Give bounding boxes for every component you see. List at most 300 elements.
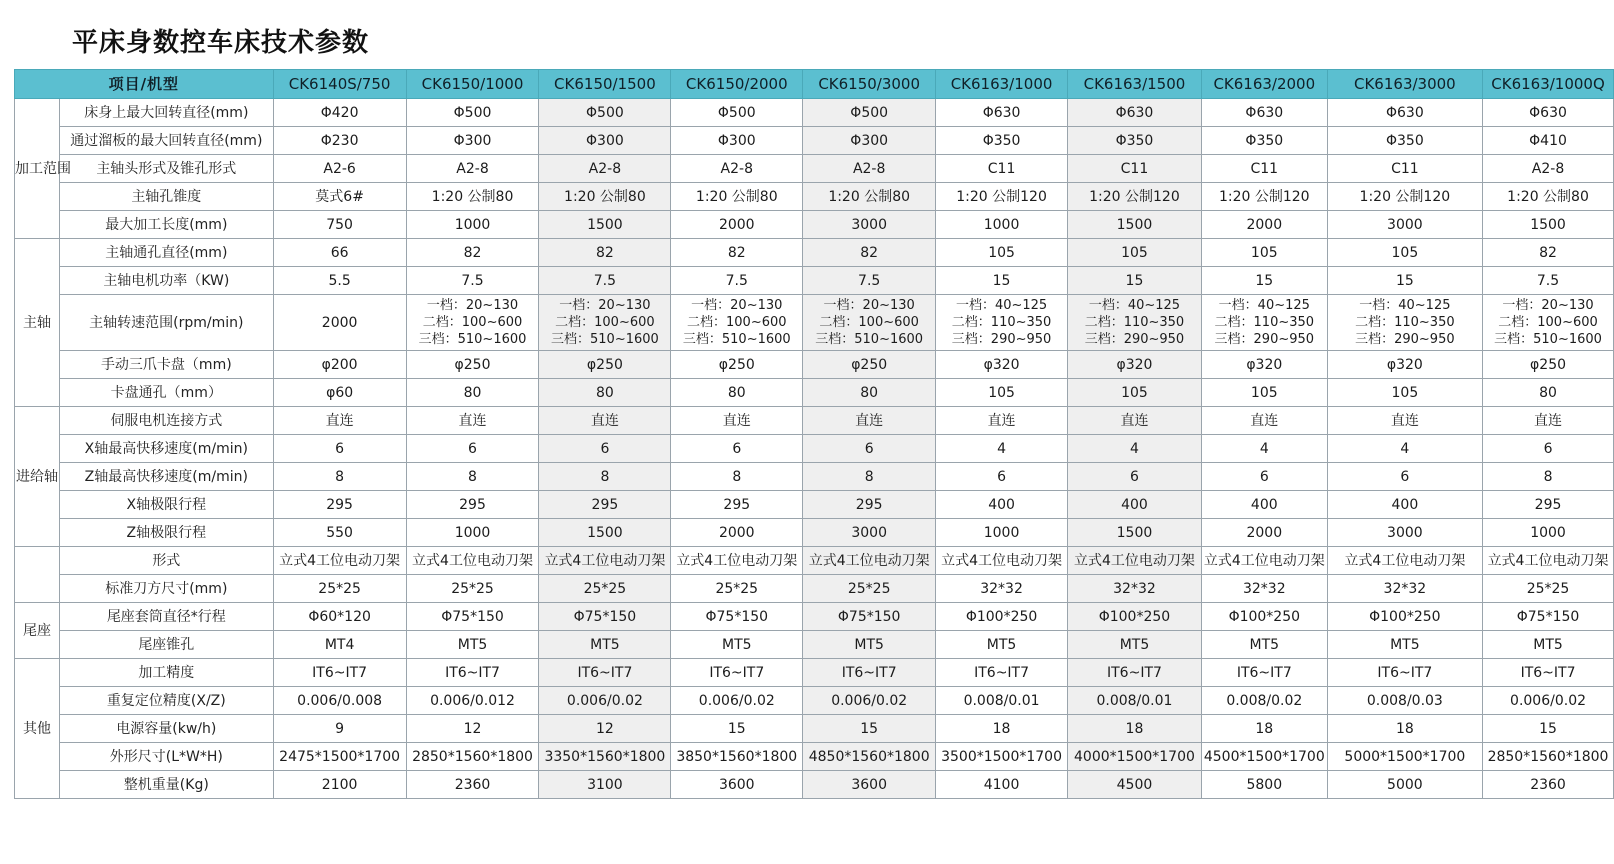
spec-value: Φ420 bbox=[273, 99, 406, 127]
spec-value: 1500 bbox=[539, 211, 671, 239]
spec-value: 8 bbox=[1483, 463, 1614, 491]
spec-value: 3600 bbox=[671, 771, 803, 799]
spec-value: Φ300 bbox=[406, 127, 539, 155]
spec-row bbox=[15, 155, 1614, 183]
spec-value: Φ75*150 bbox=[1483, 603, 1614, 631]
spec-value: Φ630 bbox=[1327, 99, 1482, 127]
spec-value: 一档：40~125 二档：110~350 三档：290~950 bbox=[1068, 295, 1202, 351]
spec-value: MT5 bbox=[1327, 631, 1482, 659]
spec-value: 6 bbox=[1327, 463, 1482, 491]
spec-value: 105 bbox=[1068, 239, 1202, 267]
spec-value: IT6~IT7 bbox=[671, 659, 803, 687]
spec-value: 82 bbox=[803, 239, 936, 267]
spec-value: Φ500 bbox=[671, 99, 803, 127]
param-label: 电源容量(kw/h) bbox=[59, 715, 273, 743]
spec-value: 80 bbox=[803, 379, 936, 407]
spec-value: 7.5 bbox=[671, 267, 803, 295]
spec-value: 0.008/0.02 bbox=[1201, 687, 1327, 715]
spec-value: MT5 bbox=[1068, 631, 1202, 659]
spec-value: 80 bbox=[1483, 379, 1614, 407]
spec-value: 5800 bbox=[1201, 771, 1327, 799]
spec-value: Φ350 bbox=[1327, 127, 1482, 155]
spec-value: 1000 bbox=[406, 519, 539, 547]
spec-value: 8 bbox=[406, 463, 539, 491]
spec-value: Φ410 bbox=[1483, 127, 1614, 155]
spec-row bbox=[15, 99, 1614, 127]
spec-value: 6 bbox=[273, 435, 406, 463]
spec-value: 立式4工位电动刀架 bbox=[273, 547, 406, 575]
spec-row bbox=[15, 407, 1614, 435]
spec-value: 1000 bbox=[936, 519, 1068, 547]
spec-value: 105 bbox=[1327, 239, 1482, 267]
param-label: 通过溜板的最大回转直径(mm) bbox=[59, 127, 273, 155]
spec-value: 立式4工位电动刀架 bbox=[406, 547, 539, 575]
spec-value: 295 bbox=[539, 491, 671, 519]
spec-value: 32*32 bbox=[1201, 575, 1327, 603]
spec-value: 1:20 公制80 bbox=[539, 183, 671, 211]
spec-value: 1500 bbox=[1068, 519, 1202, 547]
model-header: CK6163/1000 bbox=[936, 70, 1068, 99]
spec-value: 3000 bbox=[803, 211, 936, 239]
spec-value: 1:20 公制80 bbox=[671, 183, 803, 211]
spec-value: Φ350 bbox=[1068, 127, 1202, 155]
param-label: X轴最高快移速度(m/min) bbox=[59, 435, 273, 463]
spec-value: 1:20 公制120 bbox=[1201, 183, 1327, 211]
param-label: 主轴头形式及锥孔形式 bbox=[59, 155, 273, 183]
spec-value: IT6~IT7 bbox=[1327, 659, 1482, 687]
spec-value: 105 bbox=[1327, 379, 1482, 407]
spec-value: 1:20 公制120 bbox=[1327, 183, 1482, 211]
spec-value: 400 bbox=[1068, 491, 1202, 519]
spec-value: 25*25 bbox=[273, 575, 406, 603]
spec-value: 105 bbox=[1201, 379, 1327, 407]
spec-value: 15 bbox=[1201, 267, 1327, 295]
spec-value: 立式4工位电动刀架 bbox=[671, 547, 803, 575]
spec-value: 立式4工位电动刀架 bbox=[1327, 547, 1482, 575]
spec-value: 82 bbox=[539, 239, 671, 267]
spec-value: 0.008/0.03 bbox=[1327, 687, 1482, 715]
spec-row bbox=[15, 295, 1614, 351]
spec-row bbox=[15, 771, 1614, 799]
spec-value: 立式4工位电动刀架 bbox=[1068, 547, 1202, 575]
spec-value: 0.006/0.02 bbox=[671, 687, 803, 715]
spec-value: 一档：20~130 二档：100~600 三档：510~1600 bbox=[1483, 295, 1614, 351]
spec-value: 立式4工位电动刀架 bbox=[539, 547, 671, 575]
spec-value: 立式4工位电动刀架 bbox=[1483, 547, 1614, 575]
spec-row bbox=[15, 715, 1614, 743]
header-label: 项目/机型 bbox=[15, 70, 274, 99]
spec-value: 立式4工位电动刀架 bbox=[803, 547, 936, 575]
spec-value: 25*25 bbox=[406, 575, 539, 603]
spec-value: 15 bbox=[671, 715, 803, 743]
spec-value: 8 bbox=[803, 463, 936, 491]
spec-value: φ60 bbox=[273, 379, 406, 407]
spec-value: 18 bbox=[1201, 715, 1327, 743]
spec-value: 105 bbox=[936, 379, 1068, 407]
spec-value: MT5 bbox=[671, 631, 803, 659]
param-label: 标准刀方尺寸(mm) bbox=[59, 575, 273, 603]
group-label: 加工范围 bbox=[15, 99, 60, 239]
model-header: CK6163/3000 bbox=[1327, 70, 1482, 99]
spec-value: Φ500 bbox=[803, 99, 936, 127]
spec-value: 3850*1560*1800 bbox=[671, 743, 803, 771]
spec-value: Φ75*150 bbox=[539, 603, 671, 631]
spec-value: 直连 bbox=[539, 407, 671, 435]
param-label: 最大加工长度(mm) bbox=[59, 211, 273, 239]
spec-value: 82 bbox=[1483, 239, 1614, 267]
spec-value: 0.008/0.01 bbox=[1068, 687, 1202, 715]
spec-row bbox=[15, 211, 1614, 239]
spec-value: 6 bbox=[406, 435, 539, 463]
spec-value: 1:20 公制120 bbox=[936, 183, 1068, 211]
spec-value: 7.5 bbox=[406, 267, 539, 295]
spec-value: Φ75*150 bbox=[671, 603, 803, 631]
spec-row bbox=[15, 239, 1614, 267]
spec-value: 295 bbox=[671, 491, 803, 519]
spec-row bbox=[15, 631, 1614, 659]
spec-row bbox=[15, 267, 1614, 295]
spec-value: 2475*1500*1700 bbox=[273, 743, 406, 771]
spec-value: 立式4工位电动刀架 bbox=[1201, 547, 1327, 575]
group-label bbox=[15, 547, 60, 603]
param-label: 伺服电机连接方式 bbox=[59, 407, 273, 435]
spec-row bbox=[15, 183, 1614, 211]
spec-value: A2-6 bbox=[273, 155, 406, 183]
spec-value: 2850*1560*1800 bbox=[406, 743, 539, 771]
spec-value: 2000 bbox=[671, 519, 803, 547]
spec-value: Φ300 bbox=[671, 127, 803, 155]
spec-value: IT6~IT7 bbox=[803, 659, 936, 687]
spec-value: 8 bbox=[671, 463, 803, 491]
group-label: 其他 bbox=[15, 659, 60, 799]
spec-value: 12 bbox=[406, 715, 539, 743]
spec-value: 32*32 bbox=[1068, 575, 1202, 603]
model-header: CK6163/1500 bbox=[1068, 70, 1202, 99]
spec-value: 25*25 bbox=[539, 575, 671, 603]
param-label: 主轴通孔直径(mm) bbox=[59, 239, 273, 267]
spec-value: 1:20 公制120 bbox=[1068, 183, 1202, 211]
spec-value: A2-8 bbox=[539, 155, 671, 183]
spec-value: φ320 bbox=[1068, 351, 1202, 379]
spec-value: IT6~IT7 bbox=[539, 659, 671, 687]
spec-value: 3500*1500*1700 bbox=[936, 743, 1068, 771]
model-header: CK6150/2000 bbox=[671, 70, 803, 99]
spec-value: 8 bbox=[273, 463, 406, 491]
spec-value: 105 bbox=[1068, 379, 1202, 407]
spec-row bbox=[15, 463, 1614, 491]
spec-value: Φ500 bbox=[539, 99, 671, 127]
spec-value: 295 bbox=[406, 491, 539, 519]
spec-value: C11 bbox=[936, 155, 1068, 183]
spec-value: C11 bbox=[1201, 155, 1327, 183]
spec-value: 3000 bbox=[1327, 211, 1482, 239]
spec-value: 直连 bbox=[671, 407, 803, 435]
spec-value: 莫式6# bbox=[273, 183, 406, 211]
spec-value: 8 bbox=[539, 463, 671, 491]
spec-value: IT6~IT7 bbox=[1201, 659, 1327, 687]
spec-value: 7.5 bbox=[539, 267, 671, 295]
spec-value: φ320 bbox=[1327, 351, 1482, 379]
spec-row bbox=[15, 743, 1614, 771]
param-label: 尾座锥孔 bbox=[59, 631, 273, 659]
spec-value: 82 bbox=[406, 239, 539, 267]
spec-value: Φ630 bbox=[1483, 99, 1614, 127]
spec-value: MT5 bbox=[803, 631, 936, 659]
spec-value: MT5 bbox=[1201, 631, 1327, 659]
spec-value: A2-8 bbox=[406, 155, 539, 183]
spec-value: 25*25 bbox=[671, 575, 803, 603]
spec-value: 0.006/0.012 bbox=[406, 687, 539, 715]
spec-value: 6 bbox=[803, 435, 936, 463]
spec-value: Φ630 bbox=[936, 99, 1068, 127]
spec-value: C11 bbox=[1327, 155, 1482, 183]
spec-value: 6 bbox=[1483, 435, 1614, 463]
spec-value: IT6~IT7 bbox=[936, 659, 1068, 687]
spec-value: 0.006/0.02 bbox=[539, 687, 671, 715]
spec-value: 15 bbox=[936, 267, 1068, 295]
spec-value: 2850*1560*1800 bbox=[1483, 743, 1614, 771]
spec-value: MT5 bbox=[539, 631, 671, 659]
spec-row bbox=[15, 435, 1614, 463]
spec-value: φ250 bbox=[671, 351, 803, 379]
spec-value: 6 bbox=[671, 435, 803, 463]
spec-row bbox=[15, 659, 1614, 687]
spec-value: IT6~IT7 bbox=[406, 659, 539, 687]
spec-row bbox=[15, 519, 1614, 547]
spec-value: 295 bbox=[273, 491, 406, 519]
param-label: 卡盘通孔（mm） bbox=[59, 379, 273, 407]
spec-value: Φ75*150 bbox=[803, 603, 936, 631]
spec-value: Φ500 bbox=[406, 99, 539, 127]
spec-value: 750 bbox=[273, 211, 406, 239]
spec-value: 一档：40~125 二档：110~350 三档：290~950 bbox=[1201, 295, 1327, 351]
spec-value: 7.5 bbox=[803, 267, 936, 295]
spec-value: Φ100*250 bbox=[936, 603, 1068, 631]
param-label: 床身上最大回转直径(mm) bbox=[59, 99, 273, 127]
spec-value: 2360 bbox=[1483, 771, 1614, 799]
spec-value: 3100 bbox=[539, 771, 671, 799]
spec-value: 3350*1560*1800 bbox=[539, 743, 671, 771]
spec-value: 3000 bbox=[1327, 519, 1482, 547]
spec-value: 4 bbox=[1327, 435, 1482, 463]
spec-value: IT6~IT7 bbox=[1483, 659, 1614, 687]
spec-value: Φ100*250 bbox=[1068, 603, 1202, 631]
spec-value: 一档：20~130 二档：100~600 三档：510~1600 bbox=[671, 295, 803, 351]
param-label: 外形尺寸(L*W*H) bbox=[59, 743, 273, 771]
param-label: 加工精度 bbox=[59, 659, 273, 687]
spec-value: 15 bbox=[1327, 267, 1482, 295]
spec-value: 0.008/0.01 bbox=[936, 687, 1068, 715]
param-label: 重复定位精度(X/Z) bbox=[59, 687, 273, 715]
spec-value: 2100 bbox=[273, 771, 406, 799]
spec-value: 1:20 公制80 bbox=[1483, 183, 1614, 211]
spec-value: A2-8 bbox=[803, 155, 936, 183]
spec-value: 3000 bbox=[803, 519, 936, 547]
spec-value: 4 bbox=[1201, 435, 1327, 463]
spec-value: 400 bbox=[936, 491, 1068, 519]
spec-value: φ320 bbox=[936, 351, 1068, 379]
spec-table bbox=[14, 69, 1614, 799]
spec-value: 15 bbox=[803, 715, 936, 743]
spec-value: 6 bbox=[936, 463, 1068, 491]
spec-row bbox=[15, 603, 1614, 631]
param-label: 主轴转速范围(rpm/min) bbox=[59, 295, 273, 351]
spec-value: 直连 bbox=[406, 407, 539, 435]
spec-value: 25*25 bbox=[1483, 575, 1614, 603]
spec-value: 直连 bbox=[1068, 407, 1202, 435]
spec-value: 5.5 bbox=[273, 267, 406, 295]
spec-value: 一档：40~125 二档：110~350 三档：290~950 bbox=[936, 295, 1068, 351]
spec-value: 18 bbox=[936, 715, 1068, 743]
spec-value: 4500*1500*1700 bbox=[1201, 743, 1327, 771]
spec-value: 直连 bbox=[1327, 407, 1482, 435]
header-row bbox=[15, 70, 1614, 99]
spec-value: 12 bbox=[539, 715, 671, 743]
param-label: 手动三爪卡盘（mm) bbox=[59, 351, 273, 379]
spec-value: 7.5 bbox=[1483, 267, 1614, 295]
spec-row bbox=[15, 491, 1614, 519]
spec-value: A2-8 bbox=[1483, 155, 1614, 183]
group-label: 进给轴 bbox=[15, 407, 60, 547]
param-label: Z轴最高快移速度(m/min) bbox=[59, 463, 273, 491]
spec-value: 400 bbox=[1201, 491, 1327, 519]
spec-value: 82 bbox=[671, 239, 803, 267]
param-label: X轴极限行程 bbox=[59, 491, 273, 519]
spec-value: 1500 bbox=[1068, 211, 1202, 239]
spec-value: 一档：20~130 二档：100~600 三档：510~1600 bbox=[539, 295, 671, 351]
spec-value: 2000 bbox=[1201, 211, 1327, 239]
spec-value: φ250 bbox=[1483, 351, 1614, 379]
spec-value: MT5 bbox=[936, 631, 1068, 659]
spec-value: 4 bbox=[1068, 435, 1202, 463]
spec-value: 1:20 公制80 bbox=[803, 183, 936, 211]
spec-value: 80 bbox=[406, 379, 539, 407]
spec-value: 4500 bbox=[1068, 771, 1202, 799]
spec-value: Φ300 bbox=[539, 127, 671, 155]
spec-value: Φ350 bbox=[936, 127, 1068, 155]
param-label: 整机重量(Kg) bbox=[59, 771, 273, 799]
spec-value: Φ100*250 bbox=[1201, 603, 1327, 631]
spec-value: 80 bbox=[539, 379, 671, 407]
model-header: CK6150/3000 bbox=[803, 70, 936, 99]
spec-value: 立式4工位电动刀架 bbox=[936, 547, 1068, 575]
spec-value: MT5 bbox=[1483, 631, 1614, 659]
spec-value: 0.006/0.02 bbox=[1483, 687, 1614, 715]
spec-value: 直连 bbox=[1201, 407, 1327, 435]
spec-value: 6 bbox=[1068, 463, 1202, 491]
spec-value: Φ75*150 bbox=[406, 603, 539, 631]
spec-value: 4000*1500*1700 bbox=[1068, 743, 1202, 771]
spec-value: 400 bbox=[1327, 491, 1482, 519]
spec-value: 1000 bbox=[1483, 519, 1614, 547]
spec-value: 一档：20~130 二档：100~600 三档：510~1600 bbox=[803, 295, 936, 351]
spec-value: 1000 bbox=[936, 211, 1068, 239]
spec-value: Φ100*250 bbox=[1327, 603, 1482, 631]
spec-value: IT6~IT7 bbox=[273, 659, 406, 687]
spec-value: 4850*1560*1800 bbox=[803, 743, 936, 771]
spec-value: 2360 bbox=[406, 771, 539, 799]
spec-value: 18 bbox=[1327, 715, 1482, 743]
spec-value: 105 bbox=[1201, 239, 1327, 267]
group-label: 尾座 bbox=[15, 603, 60, 659]
spec-value: 295 bbox=[803, 491, 936, 519]
spec-value: MT4 bbox=[273, 631, 406, 659]
param-label: 主轴孔锥度 bbox=[59, 183, 273, 211]
spec-row bbox=[15, 127, 1614, 155]
spec-value: Φ630 bbox=[1068, 99, 1202, 127]
spec-value: 80 bbox=[671, 379, 803, 407]
spec-value: A2-8 bbox=[671, 155, 803, 183]
spec-value: 66 bbox=[273, 239, 406, 267]
model-header: CK6150/1000 bbox=[406, 70, 539, 99]
spec-row bbox=[15, 687, 1614, 715]
spec-value: 1000 bbox=[406, 211, 539, 239]
spec-value: 2000 bbox=[273, 295, 406, 351]
spec-value: IT6~IT7 bbox=[1068, 659, 1202, 687]
spec-row bbox=[15, 379, 1614, 407]
param-label: 形式 bbox=[59, 547, 273, 575]
spec-row bbox=[15, 547, 1614, 575]
spec-value: 25*25 bbox=[803, 575, 936, 603]
spec-value: 550 bbox=[273, 519, 406, 547]
param-label: Z轴极限行程 bbox=[59, 519, 273, 547]
spec-value: 直连 bbox=[273, 407, 406, 435]
model-header: CK6163/2000 bbox=[1201, 70, 1327, 99]
model-header: CK6163/1000Q bbox=[1483, 70, 1614, 99]
spec-value: 9 bbox=[273, 715, 406, 743]
spec-value: 32*32 bbox=[936, 575, 1068, 603]
spec-value: 直连 bbox=[936, 407, 1068, 435]
spec-value: φ320 bbox=[1201, 351, 1327, 379]
spec-value: 5000 bbox=[1327, 771, 1482, 799]
spec-value: 6 bbox=[1201, 463, 1327, 491]
spec-value: Φ630 bbox=[1201, 99, 1327, 127]
spec-value: 直连 bbox=[803, 407, 936, 435]
spec-value: 一档：20~130 二档：100~600 三档：510~1600 bbox=[406, 295, 539, 351]
spec-value: 32*32 bbox=[1327, 575, 1482, 603]
spec-value: Φ300 bbox=[803, 127, 936, 155]
spec-value: 1500 bbox=[1483, 211, 1614, 239]
spec-value: 2000 bbox=[671, 211, 803, 239]
model-header: CK6140S/750 bbox=[273, 70, 406, 99]
spec-value: 18 bbox=[1068, 715, 1202, 743]
spec-value: φ250 bbox=[803, 351, 936, 379]
page-title: 平床身数控车床技术参数 bbox=[72, 28, 370, 58]
model-header: CK6150/1500 bbox=[539, 70, 671, 99]
spec-value: 4 bbox=[936, 435, 1068, 463]
spec-value: 3600 bbox=[803, 771, 936, 799]
spec-value: 5000*1500*1700 bbox=[1327, 743, 1482, 771]
group-label: 主轴 bbox=[15, 239, 60, 407]
spec-value: MT5 bbox=[406, 631, 539, 659]
param-label: 尾座套筒直径*行程 bbox=[59, 603, 273, 631]
spec-value: φ250 bbox=[539, 351, 671, 379]
spec-value: 2000 bbox=[1201, 519, 1327, 547]
spec-value: 6 bbox=[539, 435, 671, 463]
spec-value: 295 bbox=[1483, 491, 1614, 519]
spec-value: Φ60*120 bbox=[273, 603, 406, 631]
spec-table-body bbox=[15, 99, 1614, 799]
spec-value: 0.006/0.008 bbox=[273, 687, 406, 715]
spec-value: 0.006/0.02 bbox=[803, 687, 936, 715]
spec-value: 一档：40~125 二档：110~350 三档：290~950 bbox=[1327, 295, 1482, 351]
spec-value: Φ230 bbox=[273, 127, 406, 155]
spec-value: 1:20 公制80 bbox=[406, 183, 539, 211]
spec-value: 15 bbox=[1068, 267, 1202, 295]
spec-value: 15 bbox=[1483, 715, 1614, 743]
spec-value: φ200 bbox=[273, 351, 406, 379]
spec-value: C11 bbox=[1068, 155, 1202, 183]
